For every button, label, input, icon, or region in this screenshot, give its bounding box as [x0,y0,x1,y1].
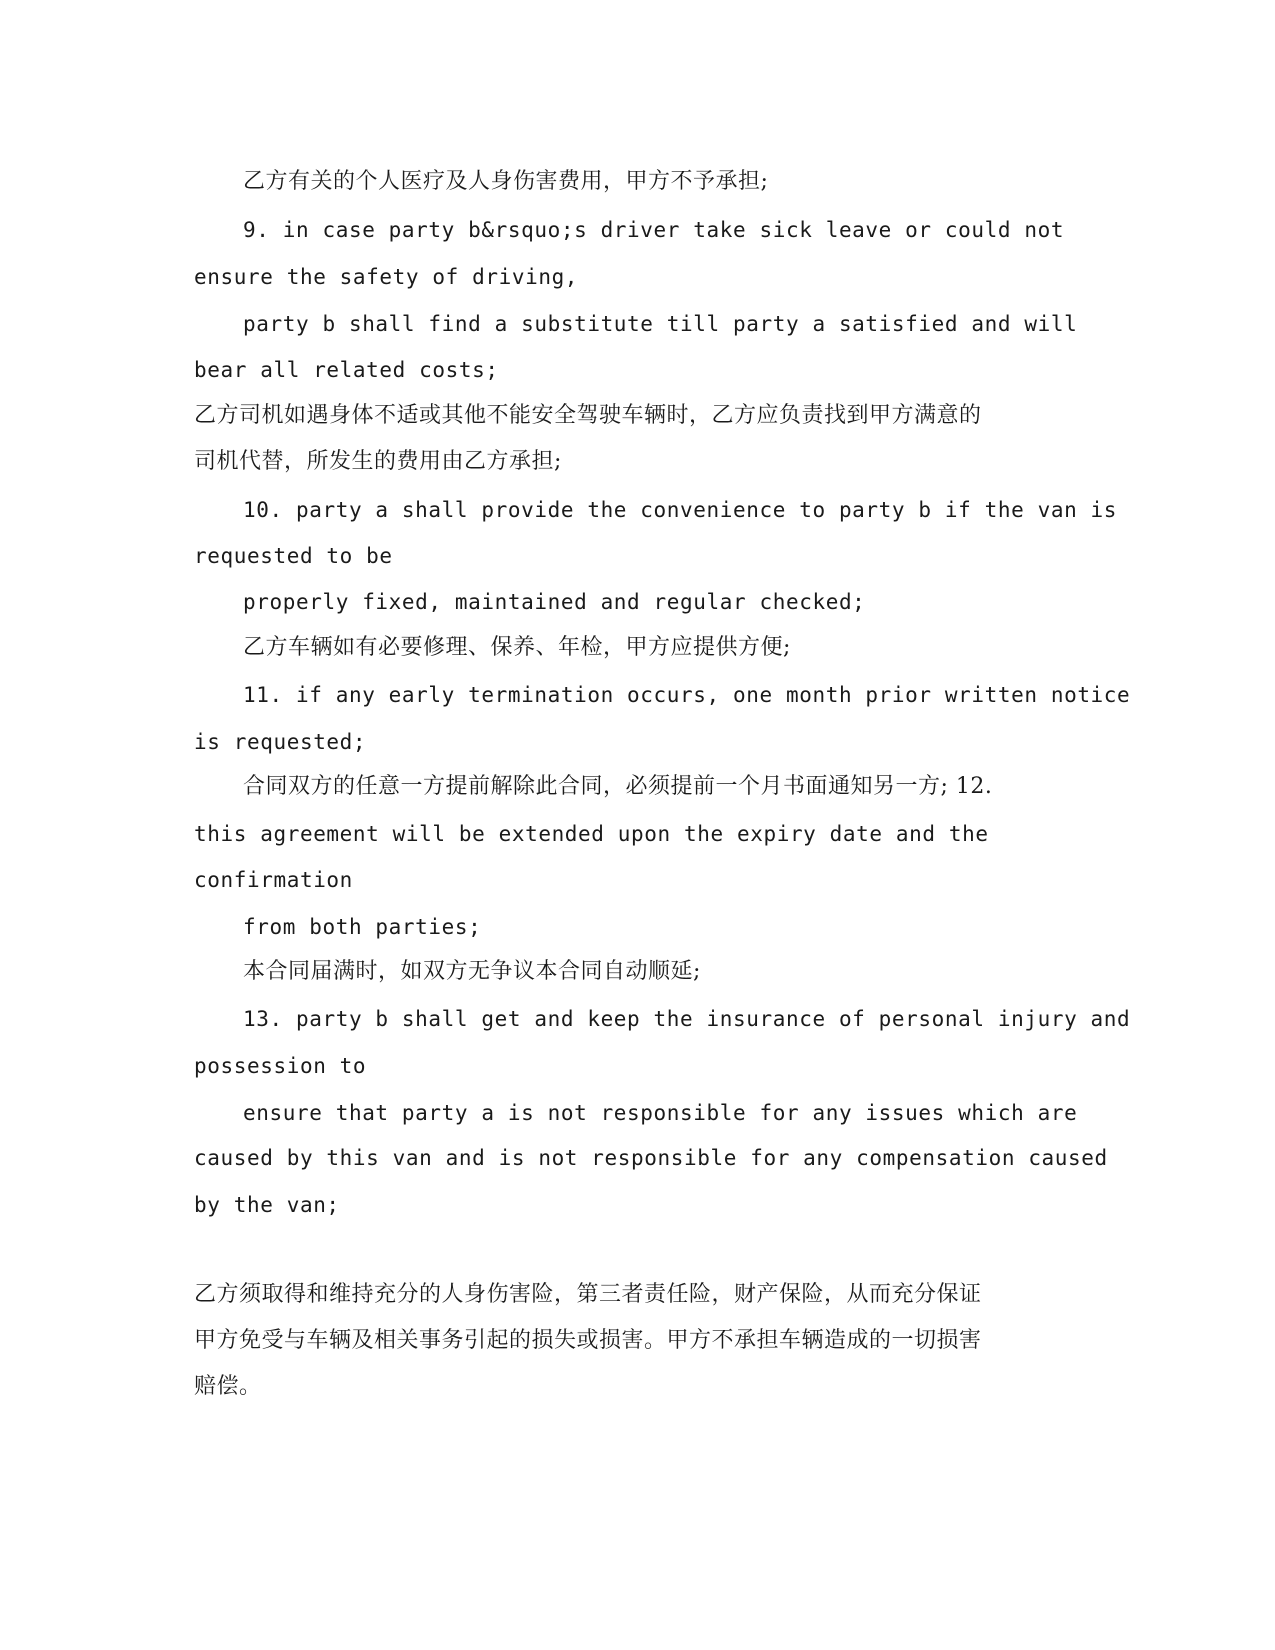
text-line-3: ensure the safety of driving, [194,265,579,289]
text-line-2: 9. in case party b&rsquo;s driver take sick leave or could not [243,218,1065,242]
text-line-19: 13. party b shall get and keep the insurance of personal injury and [243,1007,1131,1031]
text-line-14: 合同双方的任意一方提前解除此合同，必须提前一个月书面通知另一方; 12. [243,774,993,799]
text-line-23: by the van; [194,1193,340,1217]
text-line-11: 乙方车辆如有必要修理、保养、年检，甲方应提供方便; [243,635,791,660]
text-line-17: from both parties; [243,915,482,939]
text-line-24: 乙方须取得和维持充分的人身伤害险，第三者责任险，财产保险，从而充分保证 [194,1282,982,1307]
text-line-16: confirmation [194,868,353,892]
text-line-7: 司机代替，所发生的费用由乙方承担; [194,449,562,474]
text-line-18: 本合同届满时，如双方无争议本合同自动顺延; [243,959,701,984]
text-line-5: bear all related costs; [194,358,499,382]
text-line-10: properly fixed, maintained and regular checked; [243,590,866,614]
text-line-8: 10. party a shall provide the convenience to party b if the van is [243,498,1118,522]
text-line-12: 11. if any early termination occurs, one month prior written notice [243,683,1131,707]
text-line-9: requested to be [194,544,393,568]
text-line-6: 乙方司机如遇身体不适或其他不能安全驾驶车辆时，乙方应负责找到甲方满意的 [194,403,982,428]
text-line-13: is requested; [194,730,367,754]
text-line-1: 乙方有关的个人医疗及人身伤害费用，甲方不予承担; [243,169,769,194]
text-line-20: possession to [194,1054,367,1078]
text-line-4: party b shall find a substitute till party a satisfied and will [243,312,1078,336]
text-line-25: 甲方免受与车辆及相关事务引起的损失或损害。甲方不承担车辆造成的一切损害 [194,1328,982,1353]
text-line-22: caused by this van and is not responsible for any compensation caused [194,1146,1108,1170]
text-line-26: 赔偿。 [194,1374,262,1399]
text-line-15: this agreement will be extended upon the expiry date and the [194,822,989,846]
text-line-21: ensure that party a is not responsible for any issues which are [243,1101,1078,1125]
